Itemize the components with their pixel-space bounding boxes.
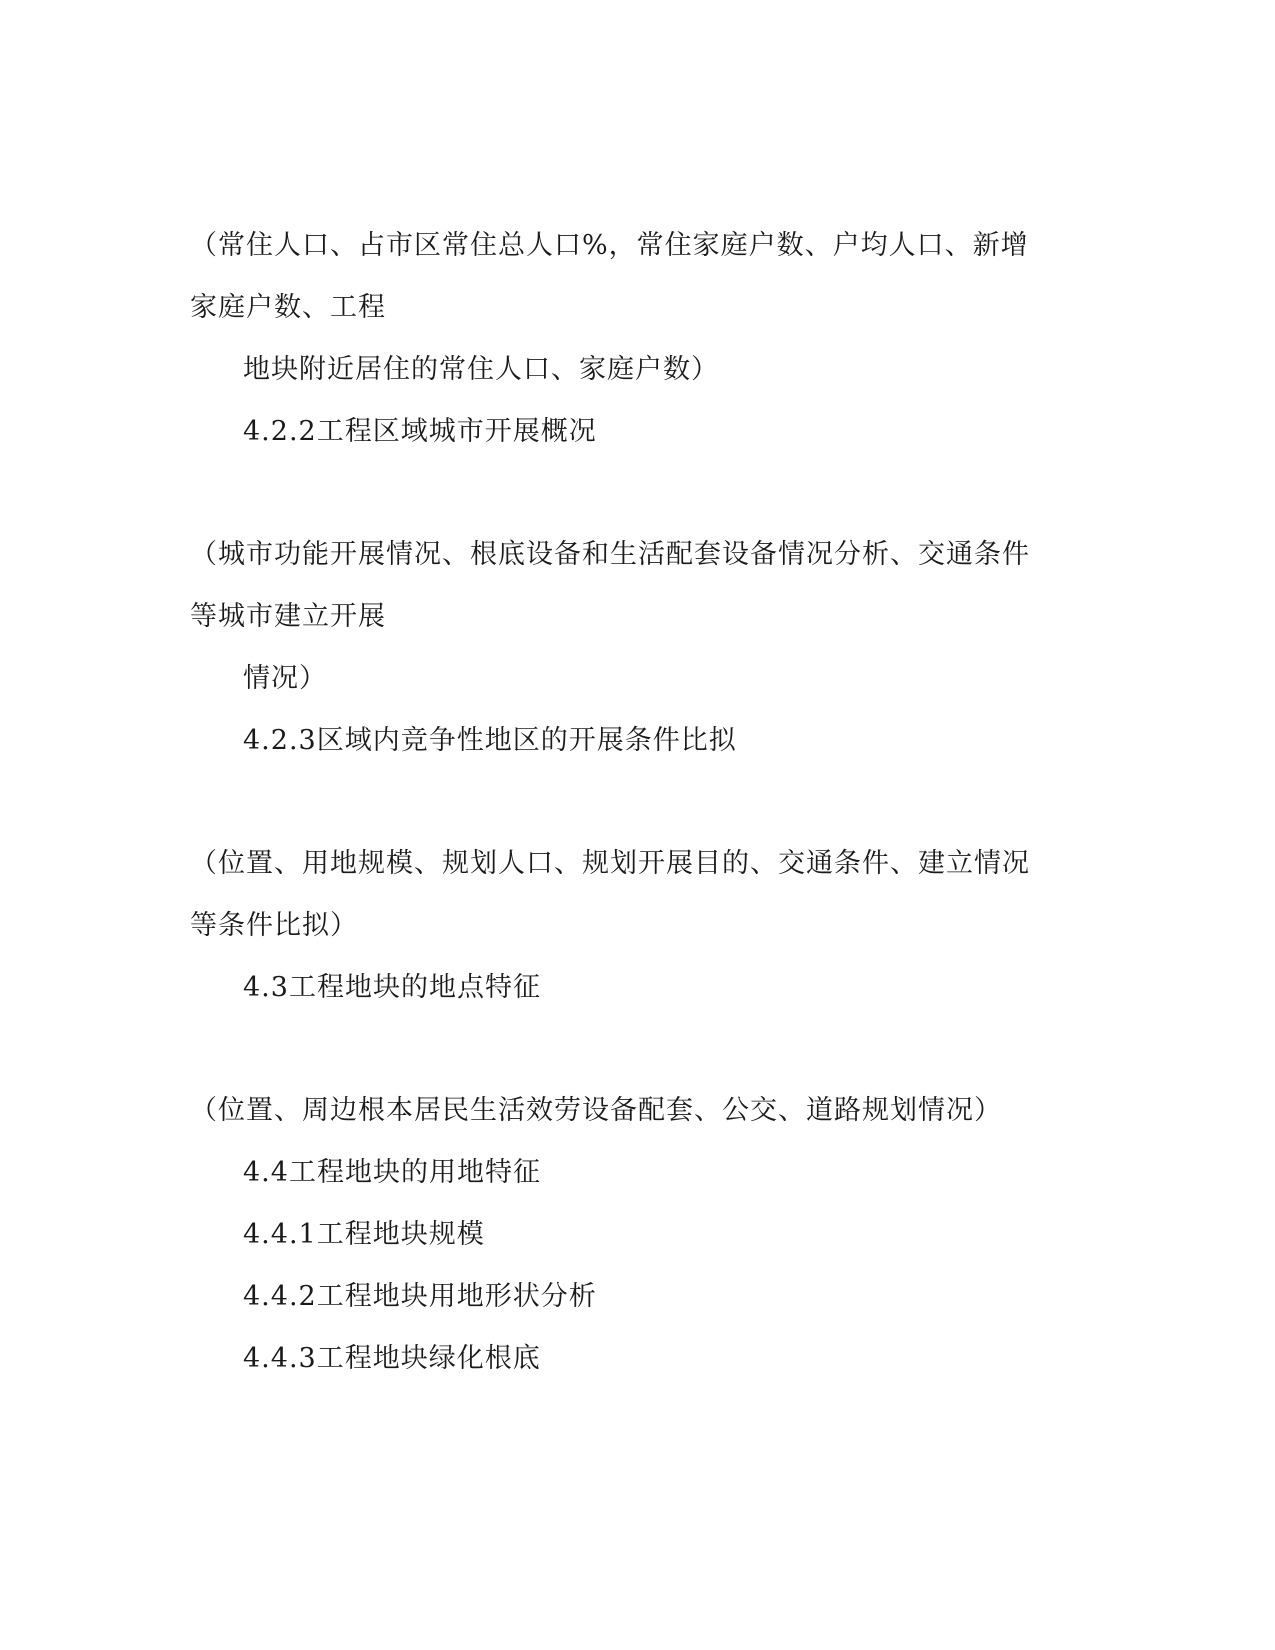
section-heading: 4.4.1工程地块规模 — [243, 1219, 485, 1250]
section-heading: 4.3工程地块的地点特征 — [243, 972, 541, 1003]
paragraph-line: （位置、周边根本居民生活效劳设备配套、公交、道路规划情况） — [190, 1095, 1002, 1126]
paragraph-line: 等条件比拟） — [190, 910, 358, 941]
paragraph-line: 家庭户数、工程 — [190, 292, 386, 323]
section-heading: 4.2.3区域内竞争性地区的开展条件比拟 — [243, 725, 737, 756]
paragraph-line: 等城市建立开展 — [190, 601, 386, 632]
section-heading: 4.4.2工程地块用地形状分析 — [243, 1281, 597, 1312]
paragraph-line: （位置、用地规模、规划人口、规划开展目的、交通条件、建立情况 — [190, 848, 1030, 879]
section-heading: 4.4工程地块的用地特征 — [243, 1157, 541, 1188]
paragraph-line: （常住人口、占市区常住总人口%，常住家庭户数、户均人口、新增 — [190, 230, 1029, 261]
section-heading: 4.2.2工程区域城市开展概况 — [243, 416, 597, 447]
paragraph-line: （城市功能开展情况、根底设备和生活配套设备情况分析、交通条件 — [190, 539, 1030, 570]
paragraph-line: 情况） — [243, 663, 327, 694]
paragraph-line: 地块附近居住的常住人口、家庭户数） — [243, 354, 719, 385]
section-heading: 4.4.3工程地块绿化根底 — [243, 1343, 541, 1374]
